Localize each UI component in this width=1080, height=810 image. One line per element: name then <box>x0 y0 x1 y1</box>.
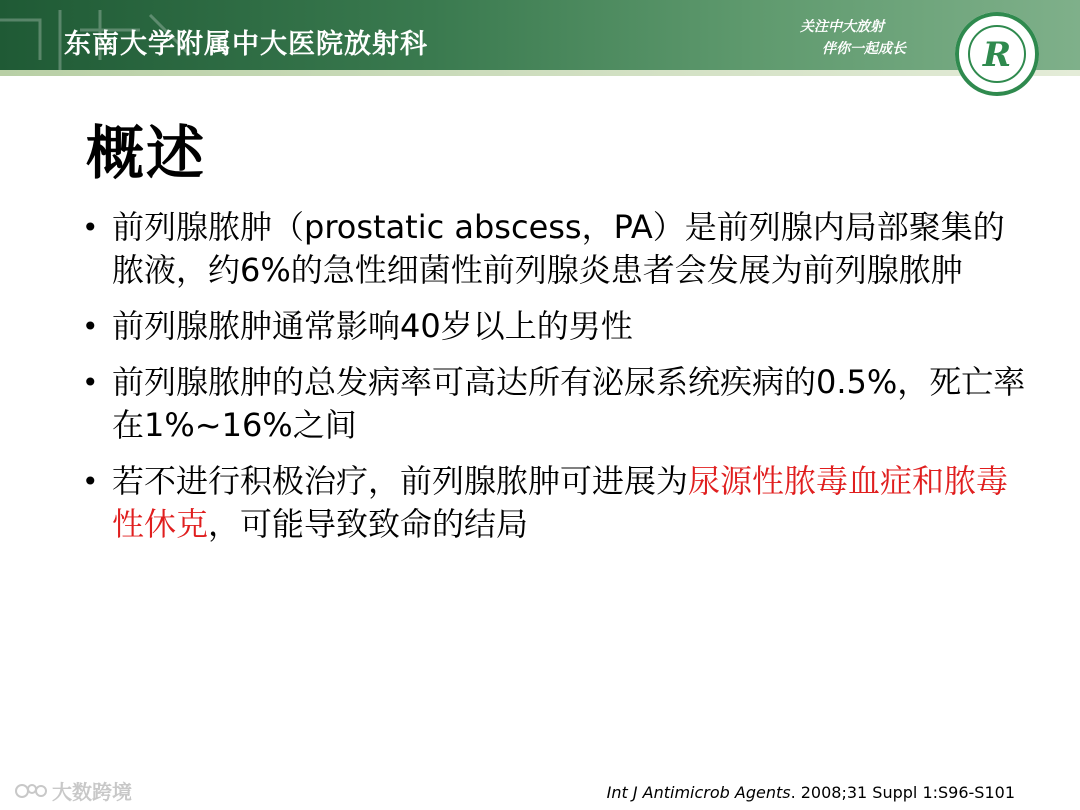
bullet-item <box>82 206 1027 292</box>
bullet-highlight-text: 尿源性脓毒血症和脓毒性休克 <box>112 462 1009 543</box>
slide-title: 概述 <box>86 119 207 187</box>
bullet-item <box>82 361 1027 447</box>
header-divider <box>0 70 1080 76</box>
watermark-logo-icon <box>14 780 48 802</box>
citation-journal: Int J Antimicrob Agents <box>606 783 791 802</box>
slogan-line-2: 伴你一起成长 <box>822 41 906 57</box>
bullet-text-segment: 若不进行积极治疗，前列腺脓肿可进展为 <box>112 462 689 500</box>
bullet-text <box>112 305 1027 348</box>
bullet-list <box>82 206 1027 559</box>
bullet-text-segment: 前列腺脓肿的总发病率可高达所有泌尿系统疾病的0.5%，死亡率在1%~16%之间 <box>112 363 1026 444</box>
hospital-logo <box>952 10 1042 100</box>
bullet-text-segment: ，可能导致致命的结局 <box>208 505 529 543</box>
bullet-marker: • <box>82 310 99 343</box>
bullet-marker: • <box>82 465 99 498</box>
bullet-marker: • <box>82 211 99 244</box>
hospital-name: 东南大学附属中大医院放射科 <box>64 29 428 60</box>
watermark-text: 大数跨境 <box>52 780 132 804</box>
bullet-text-segment: 前列腺脓肿通常影响40岁以上的男性 <box>112 307 633 345</box>
bullet-text <box>112 460 1027 546</box>
bullet-text-segment: 前列腺脓肿（prostatic abscess，PA）是前列腺内局部聚集的脓液，约6%的急性细菌性前列腺炎患者会发展为前列腺脓肿 <box>112 208 1005 289</box>
slide-header <box>0 0 1080 76</box>
slogan-line-1: 关注中大放射 <box>800 19 884 35</box>
bullet-text <box>112 361 1027 447</box>
bullet-text <box>112 206 1027 292</box>
logo-letter: R <box>982 35 1012 75</box>
slogan <box>800 16 906 60</box>
bullet-marker: • <box>82 366 99 399</box>
bullet-item <box>82 305 1027 348</box>
citation <box>607 783 1015 802</box>
bullet-item <box>82 460 1027 546</box>
citation-details: . 2008;31 Suppl 1:S96-S101 <box>790 783 1015 802</box>
watermark <box>14 776 132 805</box>
